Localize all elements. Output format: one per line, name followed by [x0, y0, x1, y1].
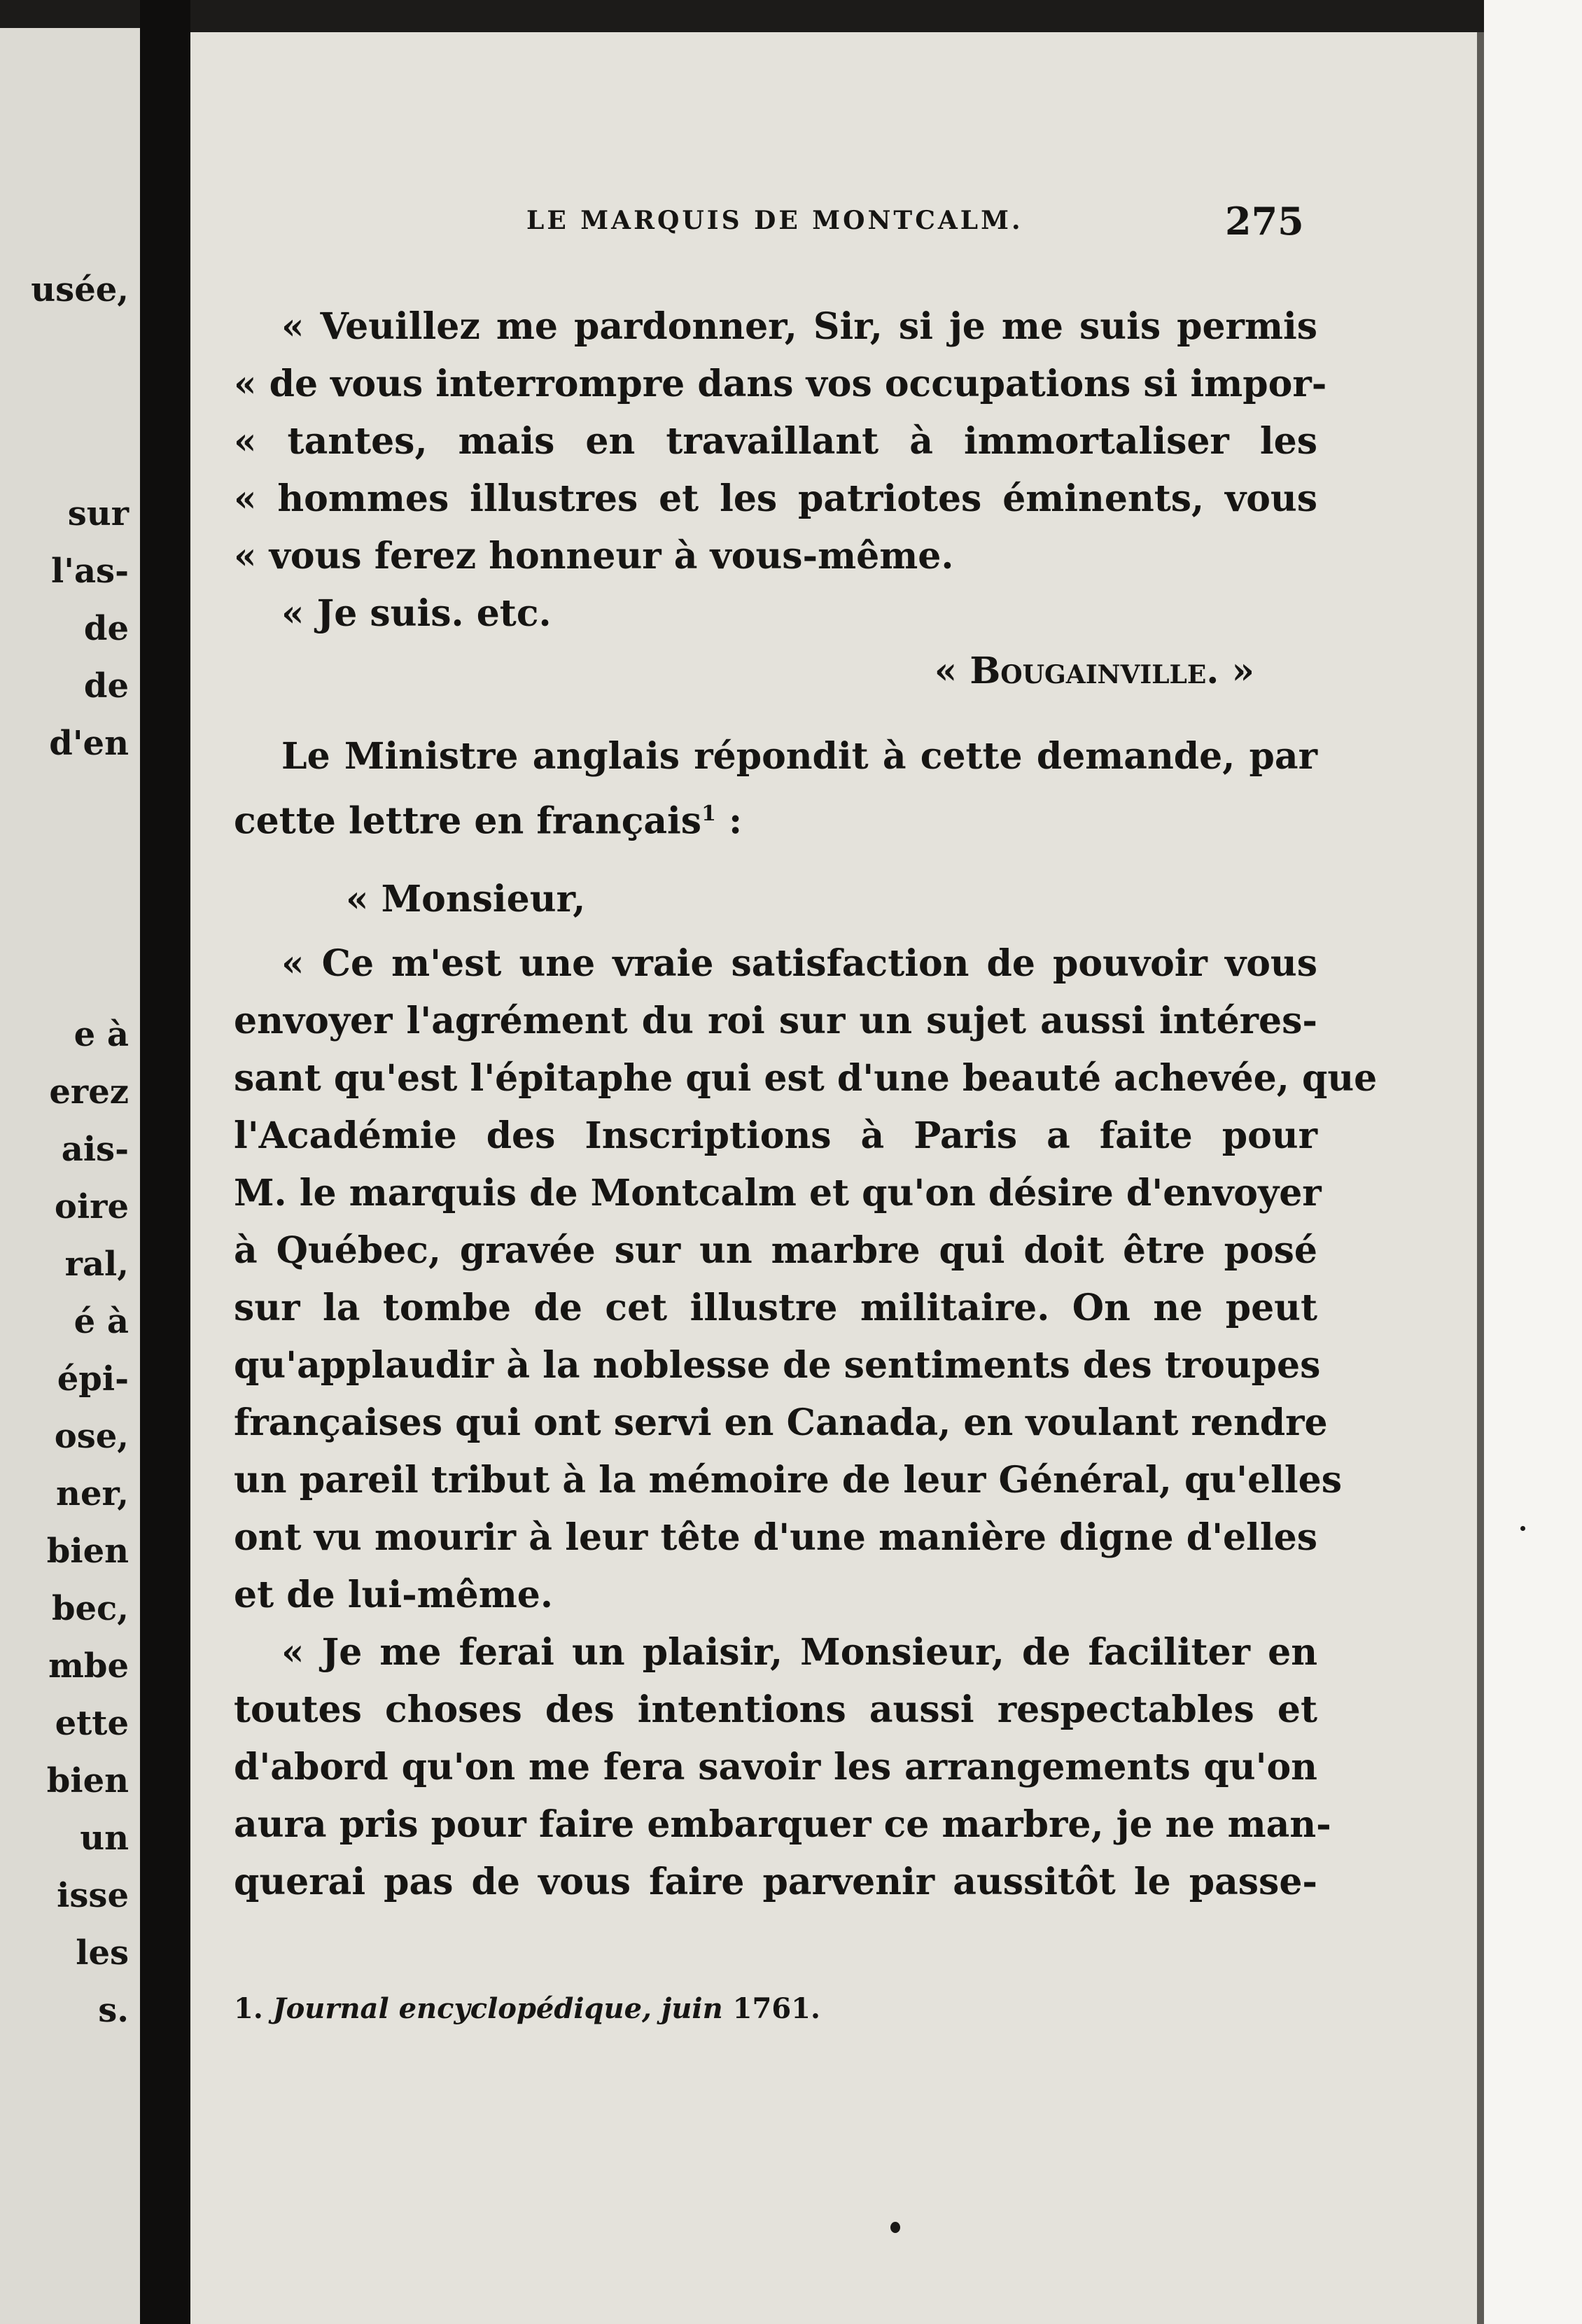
left-page-fragment: e à — [74, 1015, 129, 1054]
text-line: « Ce m'est une vraie satisfaction de pouvoir vous — [281, 942, 1317, 985]
left-page-fragment: les — [76, 1933, 129, 1973]
left-page-fragment: ose, — [54, 1417, 129, 1456]
left-page-fragment: un — [80, 1819, 129, 1858]
left-page-fragment: é à — [74, 1302, 129, 1341]
left-page-fragment: l'as- — [51, 552, 129, 591]
left-page-fragment: isse — [57, 1876, 129, 1915]
running-head — [190, 199, 1477, 248]
left-page-fragment: sur — [67, 494, 129, 533]
text-line: françaises qui ont servi en Canada, en voulant rendre — [234, 1401, 1328, 1444]
running-head-title: LE MARQUIS DE MONTCALM. — [526, 206, 1023, 235]
left-page-fragment: bien — [46, 1532, 129, 1571]
page-number: 275 — [1225, 199, 1304, 244]
left-page-fragment: ais- — [61, 1130, 129, 1169]
text-line: « hommes illustres et les patriotes éminents, vous — [234, 477, 1317, 520]
letter-signature: « Bougainville. » — [934, 650, 1254, 692]
footnote — [234, 1992, 1144, 2025]
footnote-number: 1. — [234, 1992, 263, 2025]
book-page — [190, 32, 1484, 2324]
text-line: à Québec, gravée sur un marbre qui doit être posé — [234, 1229, 1317, 1272]
footnote-reference: 1 — [701, 802, 716, 826]
reply-paragraph-1 — [234, 935, 1378, 1624]
left-page-fragment: épi- — [57, 1359, 129, 1399]
left-page-fragment: oire — [54, 1187, 129, 1226]
footnote-year: 1761. — [732, 1992, 820, 2025]
text-line: « Je me ferai un plaisir, Monsieur, de faciliter en — [281, 1631, 1317, 1674]
text-line: ont vu mourir à leur tête d'une manière digne d'elles — [234, 1516, 1317, 1559]
text-line: aura pris pour faire embarquer ce marbre, je ne man- — [234, 1803, 1331, 1846]
left-page-fragment: d'en — [49, 724, 129, 763]
intro-text: cette lettre en français — [234, 799, 702, 843]
page-body — [234, 298, 1378, 1911]
text-line: et de lui-même. — [234, 1574, 553, 1616]
left-page-fragment: mbe — [48, 1646, 129, 1686]
text-line: d'abord qu'on me fera savoir les arrangements qu'on — [234, 1746, 1317, 1788]
text-line: « Je suis. etc. — [281, 592, 552, 635]
text-line: « tantes, mais en travaillant à immortaliser les — [234, 420, 1317, 463]
left-page-fragment: bien — [46, 1761, 129, 1800]
text-line: sant qu'est l'épitaphe qui est d'une beauté achevée, que — [234, 1057, 1378, 1100]
text-line: un pareil tribut à la mémoire de leur Général, qu'elles — [234, 1459, 1342, 1502]
intro-paragraph — [234, 728, 1317, 843]
letter-bougainville — [234, 298, 1327, 700]
text-line — [234, 785, 1317, 843]
footnote-source: Journal encyclopédique, juin — [272, 1992, 723, 2025]
text-line: M. le marquis de Montcalm et qu'on désire d'envoyer — [234, 1172, 1322, 1214]
text-line: qu'applaudir à la noblesse de sentiments des troupes — [234, 1344, 1321, 1387]
left-page-fragment: ral, — [64, 1245, 129, 1284]
left-page-fragment: s. — [98, 1991, 129, 2030]
left-page-fragment: erez — [49, 1072, 129, 1112]
left-page-fragment: bec, — [51, 1589, 129, 1628]
scan-margin — [1484, 0, 1582, 2324]
text-line: querai pas de vous faire parvenir aussitôt le passe- — [234, 1861, 1317, 1903]
left-page-fragment: ner, — [56, 1474, 129, 1513]
text-line: Le Ministre anglais répondit à cette demande, par — [281, 735, 1317, 778]
adjacent-left-page — [0, 28, 140, 2324]
left-page-fragment: ette — [55, 1704, 129, 1743]
reply-salutation: « Monsieur, — [346, 878, 586, 920]
text-line: l'Académie des Inscriptions à Paris a faite pour — [234, 1114, 1317, 1157]
text-line: sur la tombe de cet illustre militaire. On ne peut — [234, 1287, 1317, 1329]
intro-text-end: : — [715, 799, 743, 843]
text-line: « vous ferez honneur à vous-même. — [234, 535, 954, 578]
book-gutter — [140, 0, 190, 2324]
left-page-fragment: de — [83, 609, 129, 648]
text-line: toutes choses des intentions aussi respectables et — [234, 1688, 1317, 1731]
reply-paragraph-2 — [234, 1624, 1331, 1911]
left-page-fragment: usée, — [31, 270, 129, 309]
left-page-fragment: de — [83, 666, 129, 706]
text-line: envoyer l'agrément du roi sur un sujet aussi intéres- — [234, 1000, 1317, 1042]
ink-speck — [890, 2222, 900, 2233]
text-line: « Veuillez me pardonner, Sir, si je me suis permis — [281, 305, 1317, 348]
ink-speck — [1520, 1526, 1525, 1531]
text-line: « de vous interrompre dans vos occupations si impor- — [234, 363, 1327, 405]
